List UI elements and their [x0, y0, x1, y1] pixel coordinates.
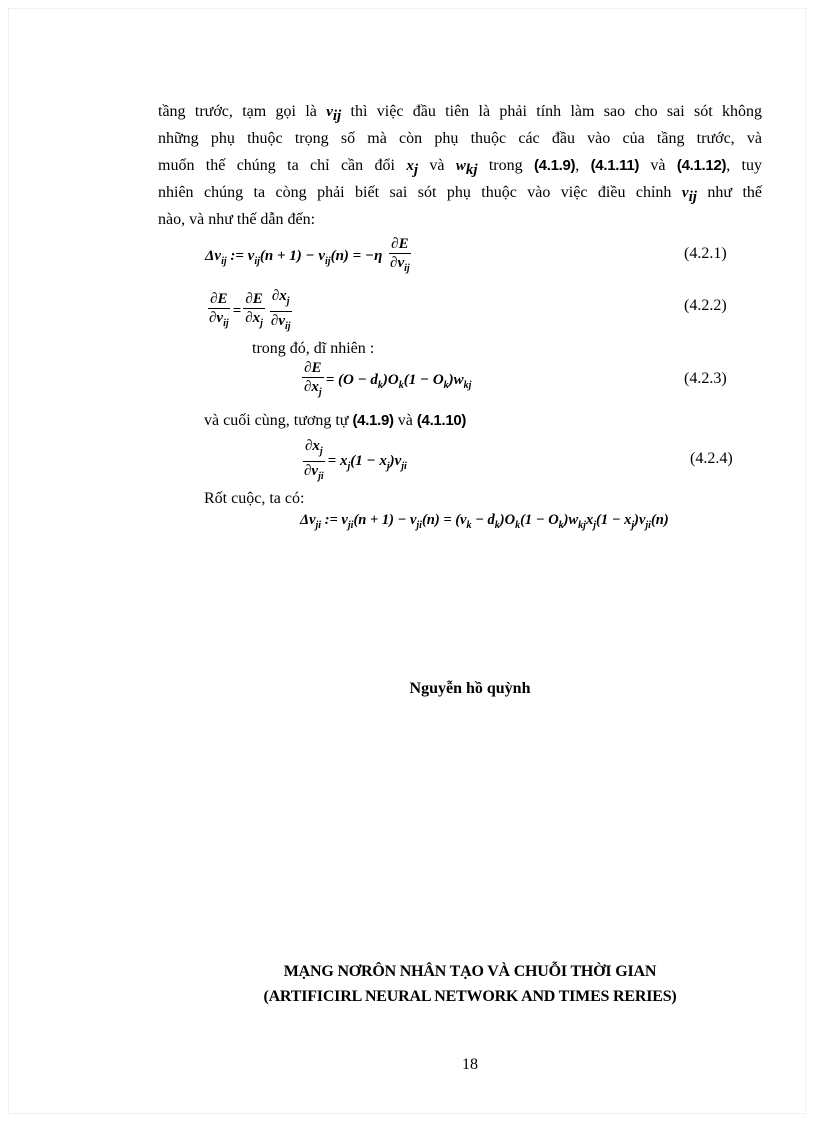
equation-number: (4.2.2) — [684, 297, 727, 314]
body-paragraph — [158, 98, 762, 233]
paragraph-line: tầng trước, tạm gọi là $v_{ij}$ thì việc đầu tiên là phải tính làm sao cho sai sót không — [158, 103, 763, 125]
footer-title-line-2: (ARTIFICIRL NEURAL NETWORK AND TIMES RERIES) — [263, 988, 677, 1005]
fraction: $\frac{\partial E}{\partial x_j}$ — [304, 360, 322, 398]
equation-number: (4.2.1) — [684, 245, 727, 262]
text-va-cuoi-cung: và cuối cùng, tương tự (4.1.9) và (4.1.10) — [204, 412, 467, 429]
paragraph-line: muốn thế chúng ta chỉ cần đổi $x_j$ và $w_{kj}$ trong (4.1.9), (4.1.11) và (4.1.12), tuy — [158, 157, 762, 179]
fraction: $\frac{\partial E}{\partial x_j}$ — [245, 291, 263, 329]
page-number: 18 — [462, 1056, 478, 1073]
reference: (4.1.10) — [416, 412, 467, 429]
footer-title-line-1: MẠNG NƠRÔN NHÂN TẠO VÀ CHUỖI THỜI GIAN — [283, 963, 657, 980]
text-rot-cuoc: Rốt cuộc, ta có: — [204, 490, 305, 507]
fraction: $\frac{\partial x_j}{\partial v_{ij}}$ — [270, 288, 291, 332]
equation-4-2-3: $\frac{\partial E}{\partial x_j}$ = $(O - d_k)O_k(1 - O_k)w_{kj}$ — [300, 360, 471, 401]
reference: (4.1.11) — [590, 157, 640, 174]
reference: (4.1.12) — [676, 157, 727, 174]
equation-4-2-1: $\Delta v_{ij}$ := $v_{ij}(n + 1) - v_{ij}(n) = -\eta$ $\frac{\partial E}{\partial v_{ij}}$ — [205, 236, 414, 277]
equation-number: (4.2.4) — [690, 450, 733, 467]
text-trong-do: trong đó, dĩ nhiên : — [252, 340, 375, 357]
paragraph-line: nào, và như thế dẫn đến: — [158, 211, 316, 228]
equation-number: (4.2.3) — [684, 370, 727, 387]
fraction: $\frac{\partial E}{\partial v_{ij}}$ — [390, 236, 410, 274]
author-name: Nguyễn hồ quỳnh — [409, 680, 531, 697]
paragraph-line: những phụ thuộc trọng số mà còn phụ thuộc các đầu vào của tầng trước, và — [158, 130, 762, 147]
equation-4-2-4: $\frac{\partial x_j}{\partial v_{ji}}$ = $x_j(1 - x_j)v_{ji}$ — [300, 438, 407, 485]
reference: (4.1.9) — [533, 157, 576, 174]
equation-4-2-2: $\frac{\partial E}{\partial v_{ij}}$ = $\frac{\partial E}{\partial x_j}$ $\frac{\partial x_j}{\partial v_{ij}}$ — [205, 288, 295, 335]
paragraph-line: nhiên chúng ta còng phải biết sai sót phụ thuộc vào việc điều chỉnh $v_{ij}$ như thế — [158, 184, 763, 206]
fraction: $\frac{\partial E}{\partial v_{ij}}$ — [209, 291, 229, 329]
equation-final: $\Delta v_{ji}$ := $v_{ji}(n + 1) - v_{ji}(n) = (v_k - d_k)O_k(1 - O_k)w_{kj}x_j(1 - x_j)v_{ji}(n)$ — [300, 512, 669, 531]
fraction: $\frac{\partial x_j}{\partial v_{ji}}$ — [304, 438, 324, 482]
reference: (4.1.9) — [352, 412, 394, 429]
